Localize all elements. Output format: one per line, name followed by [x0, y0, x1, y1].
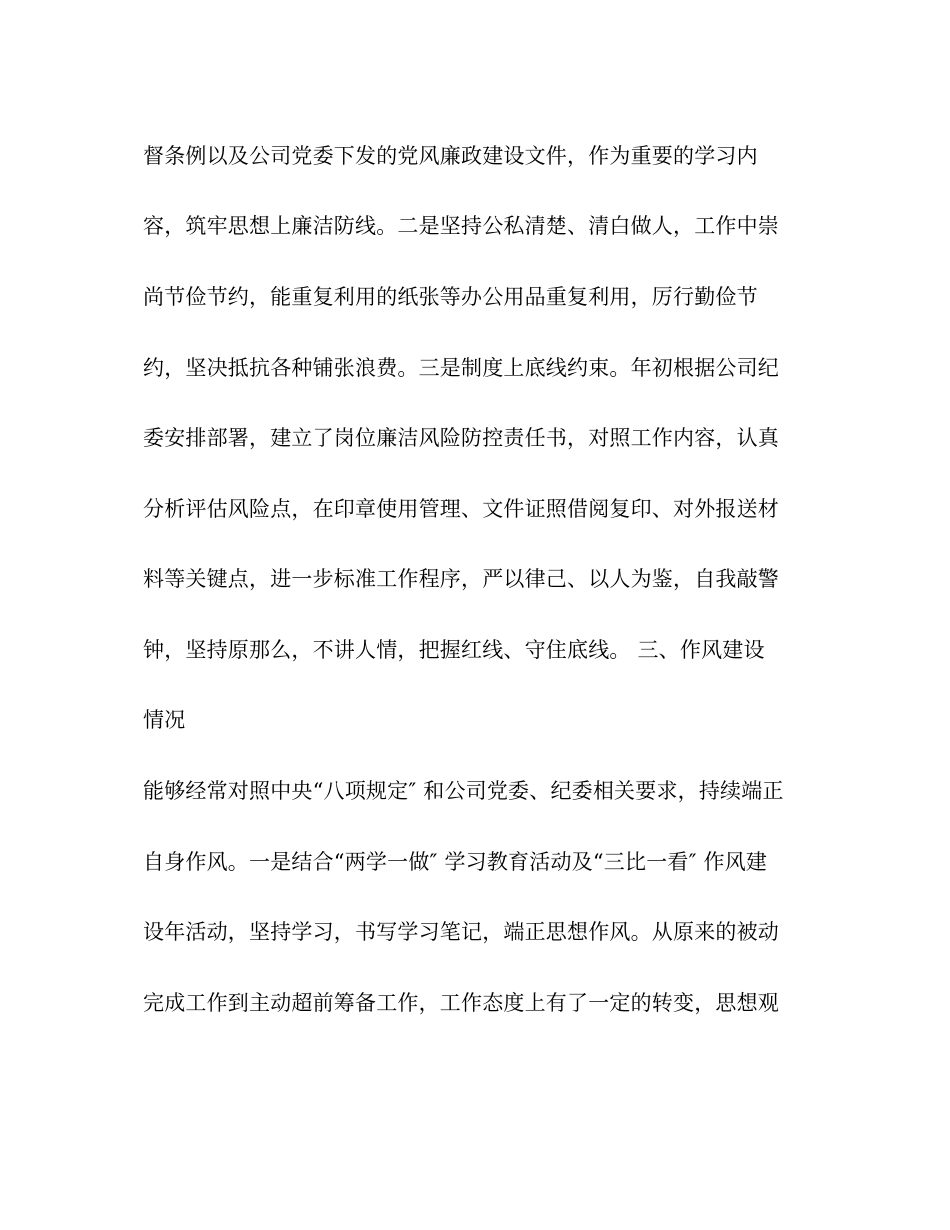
body-text-line: 约，坚决抵抗各种铺张浪费。三是制度上底线约束。年初根据公司纪 [143, 356, 779, 380]
body-text-line: 完成工作到主动超前筹备工作，工作态度上有了一定的转变，思想观 [143, 991, 779, 1015]
body-text-line: 委安排部署，建立了岗位廉洁风险防控责任书，对照工作内容，认真 [143, 426, 779, 450]
section-heading-continuation: 情况 [143, 708, 186, 732]
body-text-line: 尚节俭节约，能重复利用的纸张等办公用品重复利用，厉行勤俭节 [143, 285, 758, 309]
body-text-line: 设年活动，坚持学习，书写学习笔记，端正思想作风。从原来的被动 [143, 920, 779, 944]
body-text-line: 督条例以及公司党委下发的党风廉政建设文件，作为重要的学习内 [143, 144, 758, 168]
body-text-line: 料等关键点，进一步标准工作程序，严以律己、以人为鉴，自我敲警 [143, 567, 779, 591]
body-text-line: 容，筑牢思想上廉洁防线。二是坚持公私清楚、清白做人，工作中崇 [143, 214, 779, 238]
body-text-line: 分析评估风险点，在印章使用管理、文件证照借阅复印、对外报送材 [143, 497, 779, 521]
body-text-line: 钟，坚持原那么，不讲人情，把握红线、守住底线。 三、作风建设 [143, 638, 765, 662]
body-text-line: 能够经常对照中央“八项规定″ 和公司党委、纪委相关要求，持续端正 [143, 779, 784, 803]
body-text-line: 自身作风。一是结合“两学一做″ 学习教育活动及“三比一看″ 作风建 [143, 850, 768, 874]
